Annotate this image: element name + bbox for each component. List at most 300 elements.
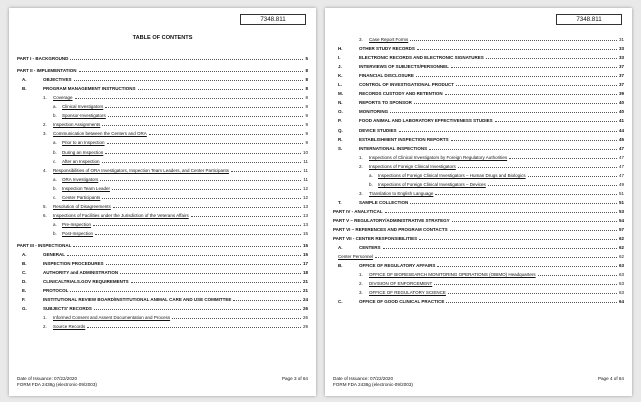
toc-entry[interactable]: [17, 73, 308, 82]
toc-entry-number: F.: [22, 297, 26, 303]
toc-entry[interactable]: [17, 118, 308, 127]
toc-entry-label[interactable]: Inspections of Foreign Clinical Investigators – Devices: [378, 181, 486, 187]
dot-leader: [383, 246, 617, 249]
toc-entry-number: J.: [338, 64, 342, 70]
toc-entry-page: 13: [302, 203, 308, 209]
toc-entry-label[interactable]: Inspections of Foreign Clinical Investigators: [369, 163, 456, 169]
toc-entry-page: 45: [618, 136, 624, 142]
toc-entry-number: 3.: [359, 37, 363, 43]
toc-entry[interactable]: [333, 241, 624, 250]
toc-entry[interactable]: [333, 151, 624, 160]
toc-entry-label[interactable]: Coverage: [53, 95, 73, 101]
page-footer-right: [333, 376, 624, 388]
dot-leader: [87, 325, 301, 328]
dot-leader: [67, 253, 301, 256]
dot-leader: [102, 196, 301, 199]
toc-entry[interactable]: [333, 169, 624, 178]
toc-entry[interactable]: [333, 96, 624, 105]
dot-leader: [410, 38, 617, 41]
toc-entry-page: 21: [302, 288, 308, 294]
toc-entry-page: 15: [302, 252, 308, 258]
toc-entry-label[interactable]: Resolution of Disagreements: [53, 203, 111, 209]
toc-entry-label[interactable]: FOOD ANIMAL AND LABORATORY EFFECTIVENESS STUDIES: [359, 118, 493, 124]
toc-entry-number: 2.: [43, 122, 47, 128]
toc-entry[interactable]: [17, 200, 308, 209]
toc-entry[interactable]: [333, 87, 624, 96]
dot-leader: [458, 165, 617, 168]
toc-entry-number: H.: [338, 46, 343, 52]
toc-entry-label[interactable]: PART VI – REFERENCES AND PROGRAM CONTACTS: [333, 227, 448, 233]
toc-entry-label[interactable]: Center Participants: [62, 194, 101, 200]
toc-entry-page: 9: [305, 140, 308, 146]
toc-entry[interactable]: [17, 239, 308, 248]
toc-entry-label[interactable]: PROGRAM MANAGEMENT INSTRUCTIONS: [43, 86, 136, 92]
toc-entry-number: G.: [22, 306, 27, 312]
toc-entry-label[interactable]: GENERAL: [43, 252, 66, 258]
toc-entry-number: 1.: [359, 272, 363, 278]
toc-entry-number: 3.: [43, 131, 47, 137]
toc-entry-page: 8: [305, 95, 308, 101]
toc-entry[interactable]: [17, 293, 308, 302]
toc-entry-number: R.: [338, 136, 343, 142]
issuance-date: Date of Issuance: 07/22/2020: [17, 376, 78, 381]
toc-entry-page: 41: [618, 118, 624, 124]
toc-entry-page: 24: [302, 297, 308, 303]
toc-entry-label[interactable]: ORA Investigators: [62, 176, 99, 182]
toc-entry-number: 2.: [359, 163, 363, 169]
toc-entry-label[interactable]: Inspections of Facilities under the Jurisdiction of the Veterans Affairs: [53, 212, 189, 218]
toc-entry-number: 2.: [359, 281, 363, 287]
toc-entry-number: A.: [22, 77, 27, 83]
toc-entry[interactable]: [17, 155, 308, 164]
toc-entry[interactable]: [17, 248, 308, 257]
toc-entry-number: D.: [22, 279, 27, 285]
toc-entry-label[interactable]: Source Records: [53, 324, 86, 330]
toc-entry-page: 51: [618, 190, 624, 196]
toc-entry-number: 2.: [43, 324, 47, 330]
toc-entry[interactable]: [17, 82, 308, 91]
toc-entry[interactable]: [333, 123, 624, 132]
toc-entry-label[interactable]: Inspection Team Leader: [62, 185, 110, 191]
dot-leader: [417, 47, 617, 50]
toc-entry-number: b.: [53, 113, 57, 119]
toc-entry-page: 62: [618, 254, 624, 260]
toc-entry-number: c.: [53, 158, 57, 164]
toc-entry-label[interactable]: CLINICALTRIALS.GOV REQUIREMENTS: [43, 279, 129, 285]
toc-entry-number: B.: [22, 261, 27, 267]
dot-leader: [446, 300, 617, 303]
toc-entry-label[interactable]: PART IV - ANALYTICAL: [333, 208, 383, 214]
toc-entry[interactable]: [17, 311, 308, 320]
page-number: Page 3 of 64: [281, 376, 308, 381]
toc-entry-number: M.: [338, 91, 343, 97]
toc-entry[interactable]: [333, 133, 624, 142]
toc-entry[interactable]: [17, 302, 308, 311]
toc-entry[interactable]: [333, 142, 624, 151]
toc-entry-label[interactable]: During an Inspection: [62, 149, 104, 155]
toc-entry[interactable]: [333, 160, 624, 169]
toc-entry-label[interactable]: DIVISION OF ENFORCEMENT: [369, 281, 433, 287]
toc-entry-label[interactable]: OFFICE OF REGULATORY AFFAIRS: [359, 263, 436, 269]
toc-entry-label[interactable]: OFFICE OF BIORESEARCH MONITORING OPERATIONS (OBIMO) Headquarters: [369, 272, 536, 278]
toc-entry[interactable]: [333, 268, 624, 277]
toc-entry-label[interactable]: INTERNATIONAL INSPECTIONS: [359, 145, 428, 151]
dot-leader: [120, 271, 301, 274]
dot-leader: [191, 214, 301, 217]
toc-entry[interactable]: [17, 64, 308, 73]
dot-leader: [448, 291, 617, 294]
toc-entry-label[interactable]: Inspections of Foreign Clinical Investigators – Human Drugs and Biologics: [378, 172, 526, 178]
toc-entry-label[interactable]: AUTHORITY and ADMINISTRATION: [43, 270, 119, 276]
toc-entry-number: 1.: [43, 95, 47, 101]
dot-leader: [429, 147, 617, 150]
toc-entry-page: 17: [302, 261, 308, 267]
dot-leader: [73, 244, 301, 247]
toc-entry-page: 15: [302, 242, 308, 248]
toc-entry-number: T.: [338, 199, 342, 205]
dot-leader: [149, 132, 304, 135]
toc-entry-page: 47: [618, 163, 624, 169]
toc-entry-label[interactable]: Communication between the Centers and ORA: [53, 131, 147, 137]
dot-leader: [390, 110, 617, 113]
toc-entry-number: Q.: [338, 127, 343, 133]
dot-leader: [131, 280, 301, 283]
toc-entry[interactable]: [333, 196, 624, 205]
toc-entry-page: 11: [303, 167, 308, 173]
toc-entry-label[interactable]: Clinical Investigators: [62, 104, 104, 110]
toc-entry-number: C.: [338, 299, 343, 305]
toc-entry-number: 3.: [359, 190, 363, 196]
form-number: FORM FDA 2438g (electronic-09/2003): [333, 382, 413, 387]
toc-entry-number: a.: [53, 104, 57, 110]
toc-entry-page: 49: [618, 181, 624, 187]
toc-entry-page: 54: [618, 217, 624, 223]
toc-entry-label[interactable]: Prior to an Inspection: [62, 140, 105, 146]
toc-entry-number: a.: [53, 140, 57, 146]
toc-entry[interactable]: [17, 209, 308, 218]
toc-entry-number: E.: [22, 288, 27, 294]
dot-leader: [375, 255, 617, 258]
toc-entry-number: S.: [338, 145, 343, 151]
toc-entry[interactable]: [17, 109, 308, 118]
toc-entry-label[interactable]: ELECTRONIC RECORDS AND ELECTRONIC SIGNATURES: [359, 55, 484, 61]
document-page-right: [325, 8, 632, 396]
toc-entry[interactable]: [17, 100, 308, 109]
toc-entry[interactable]: [17, 52, 308, 61]
toc-entry-page: 15: [302, 230, 308, 236]
toc-entry-label[interactable]: CONTROL OF INVESTIGATIONAL PRODUCT: [359, 82, 455, 88]
toc-entry-page: 47: [618, 172, 624, 178]
toc-entry[interactable]: [333, 69, 624, 78]
toc-entry-label[interactable]: Center Personnel: [338, 254, 374, 260]
dot-leader: [102, 123, 303, 126]
toc-entry[interactable]: [333, 178, 624, 187]
toc-entry-number: 4.: [43, 167, 47, 173]
dot-leader: [75, 96, 304, 99]
toc-list-right: [333, 33, 624, 304]
toc-entry-number: L.: [338, 82, 342, 88]
dot-leader: [495, 119, 617, 122]
dot-leader: [434, 282, 617, 285]
toc-entry-page: 5: [305, 56, 308, 62]
toc-entry-number: 5.: [43, 203, 47, 209]
toc-entry-label[interactable]: Inspections of Clinical Investigators by Foreign Regulatory Authorities: [369, 154, 508, 160]
toc-entry[interactable]: [333, 214, 624, 223]
toc-entry[interactable]: [333, 114, 624, 123]
toc-entry-page: 11: [303, 176, 308, 182]
toc-entry[interactable]: [333, 223, 624, 232]
document-number-box: 7348.811: [240, 14, 306, 25]
toc-entry-page: 53: [618, 208, 624, 214]
toc-entry-page: 44: [618, 127, 624, 133]
toc-entry-label[interactable]: Responsibilities of ORA Investigators, Inspection Team Leaders, and Center Participants: [53, 167, 230, 173]
toc-entry-label[interactable]: PART V – REGULATORY/ADMINISTRATIVE STRATEGY: [333, 217, 450, 223]
issuance-date: Date of Issuance: 07/22/2020: [333, 376, 394, 381]
toc-entry-label[interactable]: INSTITUTIONAL REVIEW BOARD/INSTITUTIONAL ANIMAL CARE AND USE COMMITTEE: [43, 297, 232, 303]
toc-entry-page: 18: [302, 270, 308, 276]
toc-entry-page: 62: [618, 236, 624, 242]
toc-entry-page: 63: [618, 281, 624, 287]
toc-entry-page: 40: [618, 109, 624, 115]
dot-leader: [488, 183, 617, 186]
toc-entry-number: 1.: [43, 315, 47, 321]
dot-leader: [231, 169, 301, 172]
toc-entry-number: a.: [53, 176, 57, 182]
toc-entry-label[interactable]: PROTOCOL: [43, 288, 69, 294]
toc-entry-number: A.: [338, 245, 343, 251]
toc-entry-page: 47: [618, 145, 624, 151]
toc-entry[interactable]: [333, 277, 624, 286]
dot-leader: [445, 92, 617, 95]
toc-entry[interactable]: [333, 42, 624, 51]
toc-entry[interactable]: [333, 78, 624, 87]
toc-entry-page: 51: [618, 199, 624, 205]
toc-entry-page: 40: [618, 100, 624, 106]
toc-entry[interactable]: [17, 257, 308, 266]
toc-entry-number: O.: [338, 109, 343, 115]
dot-leader: [95, 232, 301, 235]
toc-entry-number: 3.: [359, 290, 363, 296]
toc-entry-label[interactable]: OTHER STUDY RECORDS: [359, 46, 415, 52]
toc-entry-page: 8: [305, 86, 308, 92]
dot-leader: [74, 78, 304, 81]
toc-entry-page: 8: [305, 104, 308, 110]
toc-entry-label[interactable]: DEVICE STUDIES: [359, 127, 397, 133]
toc-entry[interactable]: [333, 60, 624, 69]
toc-entry[interactable]: [333, 51, 624, 60]
toc-entry-label[interactable]: OFFICE OF REGULATORY SCIENCE: [369, 290, 446, 296]
toc-entry-page: 37: [618, 82, 624, 88]
dot-leader: [452, 219, 617, 222]
dot-leader: [416, 74, 617, 77]
toc-entry[interactable]: [17, 182, 308, 191]
dot-leader: [486, 56, 617, 59]
toc-entry-page: 26: [302, 315, 308, 321]
toc-entry[interactable]: [17, 284, 308, 293]
toc-entry-page: 33: [618, 46, 624, 52]
toc-entry-page: 12: [302, 194, 308, 200]
toc-entry-label[interactable]: PART II - IMPLEMENTATION: [17, 68, 77, 74]
dot-leader: [450, 228, 617, 231]
dot-leader: [410, 201, 617, 204]
toc-entry[interactable]: [333, 205, 624, 214]
toc-entry-label[interactable]: ESTABLISHMENT INSPECTION REPORTS: [359, 136, 449, 142]
toc-entry[interactable]: [333, 259, 624, 268]
toc-entry-number: c.: [53, 194, 57, 200]
toc-entry-number: a.: [53, 221, 57, 227]
dot-leader: [528, 174, 617, 177]
document-number-box: 7348.811: [556, 14, 622, 25]
toc-entry-page: 33: [618, 55, 624, 61]
dot-leader: [108, 114, 304, 117]
toc-entry-page: 57: [618, 227, 624, 233]
toc-entry-page: 26: [302, 306, 308, 312]
toc-entry[interactable]: [17, 275, 308, 284]
toc-entry-number: 6.: [43, 212, 47, 218]
toc-entry-page: 37: [618, 73, 624, 79]
toc-entry-page: 37: [618, 64, 624, 70]
toc-entry-number: 1.: [359, 154, 363, 160]
toc-entry-number: I.: [338, 55, 341, 61]
toc-entry-label[interactable]: CENTERS: [359, 245, 381, 251]
dot-leader: [112, 187, 301, 190]
toc-entry-number: N.: [338, 100, 343, 106]
toc-entry[interactable]: [333, 33, 624, 42]
toc-entry-label[interactable]: RECORDS CUSTODY AND RETENTION: [359, 91, 443, 97]
dot-leader: [172, 316, 301, 319]
toc-entry-label[interactable]: After an Inspection: [62, 158, 100, 164]
toc-entry-label[interactable]: SAMPLE COLLECTION: [359, 199, 409, 205]
toc-entry-number: b.: [53, 149, 57, 155]
dot-leader: [106, 262, 301, 265]
dot-leader: [509, 156, 617, 159]
toc-entry-page: 11: [303, 158, 308, 164]
toc-entry[interactable]: [17, 136, 308, 145]
toc-entry-page: 31: [618, 37, 624, 43]
toc-entry-number: B.: [22, 86, 27, 92]
dot-leader: [414, 101, 617, 104]
toc-entry-page: 8: [305, 68, 308, 74]
dot-leader: [105, 151, 301, 154]
dot-leader: [419, 237, 617, 240]
toc-entry-page: 9: [305, 122, 308, 128]
toc-entry[interactable]: [17, 227, 308, 236]
toc-entry-label[interactable]: FINANCIAL DISCLOSURE: [359, 73, 414, 79]
toc-entry-label[interactable]: Pre-Inspection: [62, 221, 92, 227]
toc-entry-page: 13: [302, 212, 308, 218]
toc-entry[interactable]: [333, 105, 624, 114]
toc-entry-page: 63: [618, 263, 624, 269]
toc-title: TABLE OF CONTENTS: [132, 35, 193, 41]
toc-entry[interactable]: [333, 295, 624, 304]
toc-entry[interactable]: [17, 173, 308, 182]
toc-entry-page: 12: [302, 185, 308, 191]
dot-leader: [437, 264, 617, 267]
toc-entry-number: b.: [53, 230, 57, 236]
toc-entry-label[interactable]: Informed Consent and Assent Documentation and Process: [53, 315, 171, 321]
dot-leader: [451, 138, 617, 141]
toc-entry[interactable]: [17, 127, 308, 136]
form-number: FORM FDA 2438g (electronic-09/2003): [17, 382, 97, 387]
toc-entry-label[interactable]: Case Report Forms: [369, 37, 409, 43]
toc-entry[interactable]: [17, 145, 308, 154]
toc-entry[interactable]: [17, 164, 308, 173]
toc-entry-number: b.: [369, 181, 373, 187]
toc-entry[interactable]: [333, 250, 624, 259]
toc-entry[interactable]: [333, 232, 624, 241]
dot-leader: [435, 192, 617, 195]
toc-entry-number: b.: [53, 185, 57, 191]
toc-entry[interactable]: [17, 218, 308, 227]
dot-leader: [70, 289, 301, 292]
toc-entry-number: A.: [22, 252, 27, 258]
toc-entry[interactable]: [17, 191, 308, 200]
toc-entry-page: 62: [618, 245, 624, 251]
page-footer-left: [17, 376, 308, 388]
dot-leader: [107, 141, 304, 144]
toc-entry-label[interactable]: PART I - BACKGROUND: [17, 56, 69, 62]
toc-entry[interactable]: [333, 286, 624, 295]
dot-leader: [456, 83, 617, 86]
document-page-left: [9, 8, 316, 396]
toc-entry[interactable]: [333, 187, 624, 196]
toc-entry-label[interactable]: SUBJECTS' RECORDS: [43, 306, 92, 312]
dot-leader: [385, 210, 617, 213]
toc-entry[interactable]: [17, 91, 308, 100]
toc-entry-label[interactable]: INTERVIEWS OF SUBJECTS/PERSONNEL: [359, 64, 449, 70]
toc-entry-label[interactable]: PART VII - CENTER RESPONSIBILITIES: [333, 236, 418, 242]
toc-entry-label[interactable]: PART III - INSPECTIONAL: [17, 242, 72, 248]
dot-leader: [102, 160, 302, 163]
toc-entry-number: K.: [338, 73, 343, 79]
toc-entry-label[interactable]: OFFICE OF GOOD CLINICAL PRACTICE: [359, 299, 445, 305]
toc-entry-page: 8: [305, 77, 308, 83]
dot-leader: [538, 273, 617, 276]
toc-entry-label[interactable]: REPORTS TO SPONSOR: [359, 100, 412, 106]
toc-entry[interactable]: [17, 320, 308, 329]
toc-entry-page: 29: [302, 324, 308, 330]
toc-entry-page: 63: [618, 290, 624, 296]
toc-entry-number: a.: [369, 172, 373, 178]
toc-entry-label[interactable]: INSPECTION PROCEDURES: [43, 261, 104, 267]
dot-leader: [399, 129, 617, 132]
dot-leader: [94, 307, 301, 310]
toc-entry-label[interactable]: Inspection Assignments: [53, 122, 101, 128]
toc-entry-number: B.: [338, 263, 343, 269]
dot-leader: [451, 65, 617, 68]
toc-entry-label[interactable]: Translation to English Language: [369, 190, 434, 196]
dot-leader: [70, 57, 303, 60]
dot-leader: [105, 105, 303, 108]
page-number: Page 4 of 64: [597, 376, 624, 381]
toc-entry[interactable]: [17, 266, 308, 275]
dot-leader: [79, 69, 304, 72]
dot-leader: [113, 205, 301, 208]
toc-entry-number: C.: [22, 270, 27, 276]
toc-entry-number: P.: [338, 118, 342, 124]
toc-entry-page: 47: [618, 154, 624, 160]
toc-entry-page: 39: [618, 91, 624, 97]
dot-leader: [100, 178, 301, 181]
toc-entry-label[interactable]: OBJECTIVES: [43, 77, 72, 83]
dot-leader: [93, 223, 301, 226]
toc-list-left: [17, 52, 308, 329]
toc-entry-label[interactable]: Post-Inspection: [62, 230, 94, 236]
toc-entry-page: 10: [302, 149, 308, 155]
toc-entry-label[interactable]: Sponsor-Investigators: [62, 113, 106, 119]
toc-entry-page: 63: [618, 272, 624, 278]
toc-entry-label[interactable]: MONITORING: [359, 109, 389, 115]
